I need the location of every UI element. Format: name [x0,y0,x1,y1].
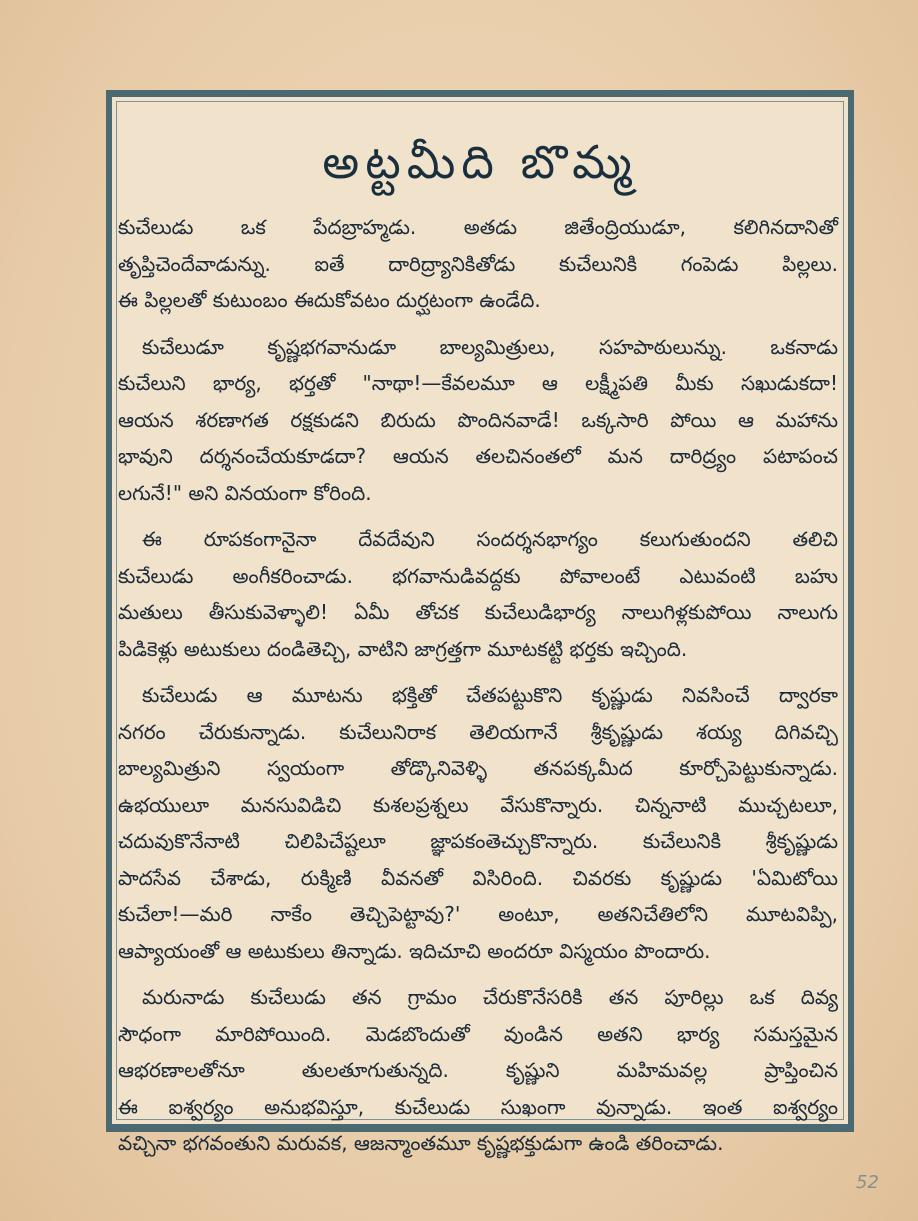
text-line: చదువుకొనేనాటి చిలిపిచేష్టలూ జ్ఞాపకంతెచ్చుకొన్నారు. కుచేలునికి శ్రీకృష్ణుడు [118,829,838,853]
text-line: కుచేలా!—మరి నాకేం తెచ్చిపెట్టావు?' అంటూ, అతనిచేతిలోని మూటవిప్పి, [118,902,838,926]
text-line: కుచేలుని భార్య, భర్తతో "నాథా!—కేవలమూ ఆ లక్ష్మీపతి మీకు సఖుడుకదా! [118,371,838,395]
text-line: భావుని దర్శనంచేయకూడదా? ఆయన తలచినంతలో మన దారిద్ర్యం పటాపంచ [118,444,838,468]
paragraph [112,209,848,319]
text-line: మతులు తీసుకువెళ్ళాలి! ఏమీ తోచక కుచేలుడిభార్య నాలుగిళ్లకుపోయి నాలుగు [118,600,838,624]
text-line: ఉభయులూ మనసువిడిచి కుశలప్రశ్నలు వేసుకొన్నారు. చిన్ననాటి ముచ్చటలూ, [118,792,838,817]
text-line: సౌధంగా మారిపోయింది. మెడబొందుతో వుండిన అతని భార్య సమస్తమైన [118,1021,838,1046]
paragraph [112,979,848,1162]
text-line: పిడికెళ్లు అటుకులు దండితెచ్చి, వాటిని జాగ్రత్తగా మూటకట్టి భర్తకు ఇచ్చింది. [118,636,688,661]
text-line: ఈ ఐశ్వర్యం అనుభవిస్తూ, కుచేలుడు సుఖంగా వున్నాడు. ఇంత ఐశ్వర్యం [118,1094,838,1119]
text-line: పాదసేవ చేశాడు, రుక్మిణి వీవనతో విసిరింది. చివరకు కృష్ణుడు 'ఏమిటోయి [118,865,838,890]
paragraph [112,677,848,969]
story-title: అట్టమీది బొమ్మ [322,135,638,189]
text-line: ఈ పిల్లలతో కుటుంబం ఈదుకోవటం దుర్ఘటంగా ఉండేది. [118,288,541,312]
text-line: నగరం చేరుకున్నాడు. కుచేలునిరాక తెలియగానే శ్రీకృష్ణుడు శయ్య దిగివచ్చి [118,719,838,744]
text-line: ఆయన శరణాగత రక్షకుడని బిరుదు పొందినవాడే! ఒక్కసారి పోయి ఆ మహాను [118,407,838,432]
text-line: ఈ రూపకంగానైనా దేవదేవుని సందర్శనభాగ్యం కలుగుతుందని తలిచి [142,527,838,551]
text-line: కుచేలుడు ఒక పేదబ్రాహ్మడు. అతడు జితేంద్రియుడూ, కలిగినదానితో [118,215,838,239]
decorative-border-frame [106,90,854,1155]
paragraph [112,329,848,512]
text-line: వచ్చినా భగవంతుని మరువక, ఆజన్మాంతమూ కృష్ణభక్తుడుగా ఉండి తరించాడు. [118,1131,724,1155]
text-line: లగునే!" అని వినయంగా కోరింది. [118,480,372,505]
text-line: కుచేలుడు అంగీకరించాడు. భగవానుడివద్దకు పోవాలంటే ఎటువంటి బహు [118,563,838,588]
text-line: ఆప్యాయంతో ఆ అటుకులు తిన్నాడు. ఇదిచూచి అందరూ విస్మయం పొందారు. [118,938,711,963]
story-body [112,209,848,1172]
paragraph [112,521,848,667]
page-number: 52 [856,1172,879,1193]
text-line: తృప్తిచెందేవాడున్ను. ఐతే దారిద్ర్యానికితోడు కుచేలునికి గంపెడు పిల్లలు. [118,251,838,276]
text-line: కుచేలుడూ కృష్ణభగవానుడూ బాల్యమిత్రులు, సహపాఠులున్ను. ఒకనాడు [142,334,838,359]
text-line: బాల్యమిత్రుని స్వయంగా తోడ్కొనివెళ్ళి తనపక్కమీద కూర్చోపెట్టుకున్నాడు. [118,756,838,780]
text-line: ఆభరణాలతోనూ తులతూగుతున్నది. కృష్ణుని మహిమవల్ల ప్రాప్తించిన [118,1058,838,1082]
text-line: కుచేలుడు ఆ మూటను భక్తితో చేతపట్టుకొని కృష్ణుడు నివసించే ద్వారకా [142,683,838,707]
text-line: మరునాడు కుచేలుడు తన గ్రామం చేరుకొనేసరికి తన పూరిల్లు ఒక దివ్య [142,985,838,1009]
